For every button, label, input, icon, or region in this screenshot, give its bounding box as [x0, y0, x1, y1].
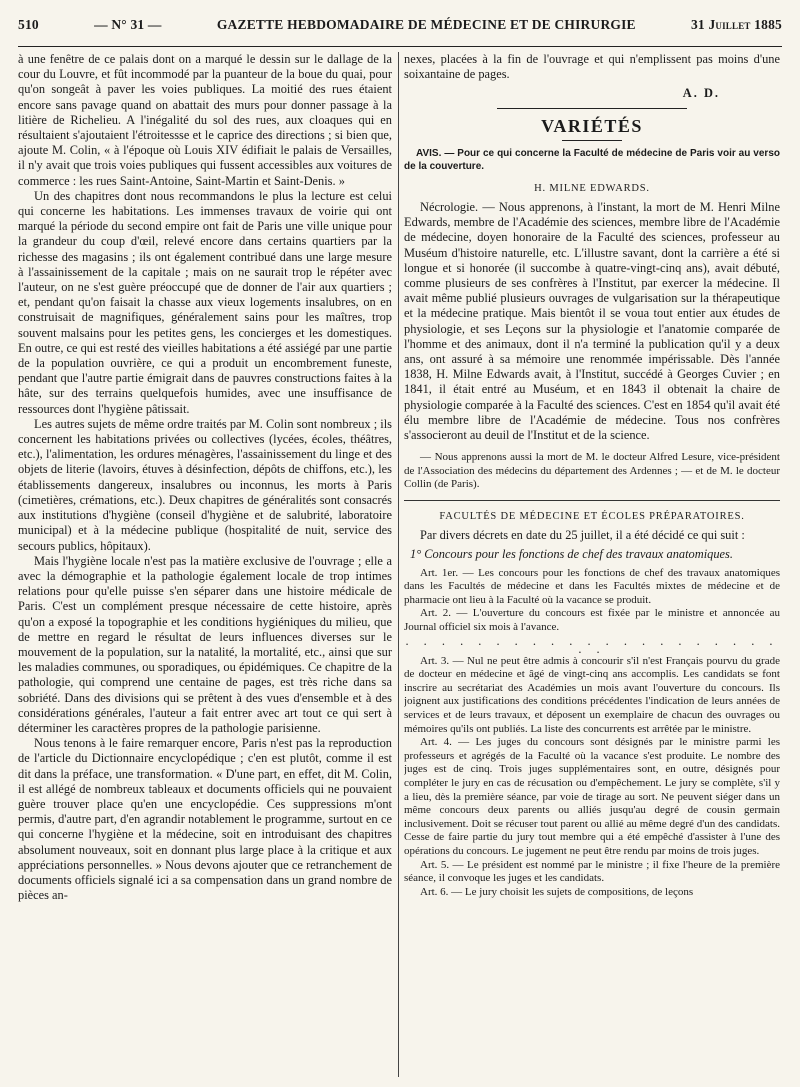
faculty-heading: FACULTÉS DE MÉDECINE ET ÉCOLES PRÉPARATOIRES.: [439, 511, 745, 523]
paragraph: Nous tenons à le faire remarquer encore, Paris n'est pas la reproduction de l'article du Dictionnaire encyclopédique ; c'en est plutôt, comme il est dit dans la préface, une transformation. « D'une part, en effet, dit M. Colin, il est allégé de nombreux tableaux et documents officiels qui ne pouvaient guère trouver place qu'en une encyclopédie. Ces suppressions m'ont permis, d'autre part, d'en agrandir notablement le programme, surtout en ce qui concerne l'hygiène et la médecine, soit en introduisant des chapitres absolument nouveaux, soit en donnant plus large place à la critique et aux appréciations personnelles. » Nous devons ajouter que ce retranchement de documents officiels signalé ici a sa compensation dans un grand nombre de pièces an-: [18, 736, 392, 903]
article: Art. 4. — Les juges du concours sont désignés par le ministre parmi les professeurs et agrégés de la Faculté où la vacance s'est produite. Le nombre des juges est de cinq. Trois juges supplémentaires sont, en outre, désignés pour compléter le jury en cas de récusation ou d'empêchement. Le jury se complète, s'il y a lieu, dès la première séance, par voie de tirage au sort. Ne peuvent siéger dans un même concours deux parents ou alliés jusqu'au degré de cousin germain inclusivement. Doit se récuser tout parent ou allié au même degré d'un des candidats. Cesse de faire partie du jury tout membre qui a été empêché d'assister à l'une des opérations du concours. Le jugement ne peut être rendu par moins de trois juges.: [404, 736, 780, 857]
paragraph: Mais l'hygiène locale n'est pas la matière exclusive de l'ouvrage ; elle a avec la démographie et la pathologie également locale de trop intimes relations pour qu'elle puisse s'en séparer dans une histoire médicale de Paris. C'est un complément presque nécessaire de cette histoire, après qu'on a exposé la topographie et les conditions hygiéniques du milieu, que de mettre en regard le résultat de leurs influences diverses sur le mouvement de la population, sur la natalité, la mortalité, etc., ainsi que sur les maladies communes, ou sporadiques, ou épidémiques. Ce chapitre de la pathologie, qui comprend une centaine de pages, est très riche dans sa sobriété. Dans des divisions qui se prêtent à des vues d'ensemble et à des considérations générales, l'auteur a fait entrer avec art tout ce qui sert à déterminer les caractères propres de la pathologie parisienne.: [18, 553, 392, 735]
separator-rule: [497, 108, 687, 109]
paragraph: Les autres sujets de même ordre traités par M. Colin sont nombreux ; ils concernent les habitations privées ou collectives (lycées, écoles, théâtres, etc.), l'alimentation, les ordures ménagères, l'assainissement du linge et des objets de literie (lavoirs, étuves à désinfection, dépôts de chiffons, etc.), les établissements dangereux, insalubres ou inconnus, les morts à Paris (cimetières, crémations, etc.). Deux chapitres de généralités sont consacrés aux institutions d'hygiène (conseil d'hygiène et de salubrité, laboratoire municipal) et à la médecine publique (hospitalité de nuit, service des secours publics, hôpitaux).: [18, 416, 392, 553]
paragraph: à une fenêtre de ce palais dont on a marqué le dessin sur le dallage de la cour du Louvre, et fût incommodé par la puanteur de la boue du quai, pour qu'on songeât à paver les voies publiques. La moitié des rues étaient encore sans pavage quand on abattait des murs pour donner passage à la litière de Richelieu. A l'inégalité du sol des rues, aux cloaques qui en résultaient s'ajoutaient l'étroitessse et le caprice des directions ; si bien que, ajoute M. Colin, « à l'époque où Louis XIV édifiait le palais de Versailles, il n'y avait que trois voies publiques qui fussent accessibles aux voitures de commerce : les rues Saint-Antoine, Saint-Martin et Saint-Denis. »: [18, 52, 392, 188]
continuation-paragraph: nexes, placées à la fin de l'ouvrage et qui n'emplissent pas moins d'une soixantaine de pages.: [404, 52, 780, 82]
left-column: [18, 52, 392, 1079]
title-underline: [562, 140, 622, 141]
page-header: [18, 10, 782, 40]
journal-title: GAZETTE HEBDOMADAIRE DE MÉDECINE ET DE CHIRURGIE: [216, 17, 636, 32]
avis-notice: AVIS. — Pour ce qui concerne la Faculté de médecine de Paris voir au verso de la couverture.: [404, 147, 780, 172]
page-number: 510: [18, 17, 39, 32]
lesure-notice: — Nous apprenons aussi la mort de M. le docteur Alfred Lesure, vice-président de l'Association des médecins du département des Ardennes ; — et de M. le docteur Collin (de Paris).: [404, 451, 780, 491]
paragraph: Un des chapitres dont nous recommandons le plus la lecture est celui qui concerne les habitations. Les immenses travaux de voirie qui ont marqué la période du second empire ont fait de Paris une ville unique pour la grandeur du coup d'œil, relevé encore dans certains quartiers par la richesse des magasins ; ils ont également contribué dans une large mesure à l'assainissement de la capitale ; mais on ne saurait trop le répéter avec l'auteur, on ne s'est guère préoccupé que de donner de l'air aux quartiers ; et, pendant qu'on faisait la chasse aux vieux logements insalubres, on en construisait de magnifiques, généralement sains pour les maîtres, trop souvent malsains pour les petites gens, les concierges et les domestiques. En outre, ce qui est resté des vieilles habitations a été assiégé par une partie de la population ouvrière, ce qui a produit un encombrement funeste, pendant que l'autre partie émigrait dans de pauvres constructions faites à la hâte, sur des terrains quelquefois humides, avec une insuffisance de ressources dont l'hygiène pâtissait.: [18, 188, 392, 416]
signature: A. D.: [682, 86, 720, 101]
article: Art. 2. — L'ouverture du concours est fixée par le ministre et annoncée au Journal officiel six mois à l'avance.: [404, 607, 780, 634]
article: Art. 1er. — Les concours pour les fonctions de chef des travaux anatomiques dans les Facultés de médecine et dans les Facultés mixtes de médecine et de pharmacie ont lieu à la Faculté où la vacance se produit.: [404, 566, 780, 606]
header-rule: [18, 46, 782, 47]
obituary-heading: H. MILNE EDWARDS.: [534, 182, 650, 194]
obituary-text: Nécrologie. — Nous apprenons, à l'instant, la mort de M. Henri Milne Edwards, membre de l'Académie des sciences, membre libre de l'Académie de médecine, doyen honoraire de la Faculté des sciences, professeur au Muséum d'histoire naturelle, etc. L'illustre savant, dont la carrière a été si longue et si honorée (il succombe à quatre-vingt-cinq ans), avait débuté, comme plusieurs de ses confrères à l'Institut, par exercer la médecine. Il avait même publié plusieurs ouvrages de vulgarisation sur la thérapeutique et la médecine pratique. Mais bientôt il se voua tout entier aux études de physiologie, et ses Leçons sur la physiologie et l'anatomie comparée de l'homme et des animaux, dont il n'a terminé la publication qu'il y a deux ans, ont assuré à sa mémoire une renommée impérissable. Dès l'année 1838, H. Milne Edwards avait, à l'Institut, succédé à Georges Cuvier ; en 1841, il était entré au Muséum, et en 1843 il obtenait la chaire de physiologie comparée à la Faculté des sciences. C'est en 1854 qu'il avait été élu membre libre de l'Académie de médecine. Tous nos confrères s'associeront au deuil de l'Institut et de la science.: [404, 200, 780, 443]
right-column: [404, 52, 780, 1079]
article: Art. 6. — Le jury choisit les sujets de compositions, de leçons: [420, 885, 694, 898]
concours-title: 1° Concours pour les fonctions de chef des travaux anatomiques.: [410, 547, 733, 562]
issue-date: 31 Juillet 1885: [690, 17, 782, 32]
issue-number: — N° 31 —: [94, 17, 162, 32]
dotted-separator: . . . . . . . . . . . . . . . . . . . . . . .: [405, 633, 779, 656]
decree-intro: Par divers décrets en date du 25 juillet, il a été décidé ce qui suit :: [420, 528, 745, 543]
section-title: VARIÉTÉS: [541, 115, 643, 136]
article: Art. 5. — Le président est nommé par le ministre ; il fixe l'heure de la première séance, il convoque les juges et les candidats.: [404, 858, 780, 885]
separator-rule: [404, 500, 780, 501]
column-divider: [398, 52, 399, 1077]
article: Art. 3. — Nul ne peut être admis à concourir s'il n'est Français pourvu du grade de docteur en médecine et âgé de vingt-cinq ans accomplis. Les candidats se font inscrire au secrétariat des Académies un mois avant l'ouverture du concours. Ils joignent aux justifications des conditions précédentes l'indication de leurs années de services et de leurs travaux, et déposent un exemplaire de chacun des ouvrages ou mémoires qu'ils ont publiés. La liste des concurrents est arrêtée par le ministre.: [404, 654, 780, 735]
